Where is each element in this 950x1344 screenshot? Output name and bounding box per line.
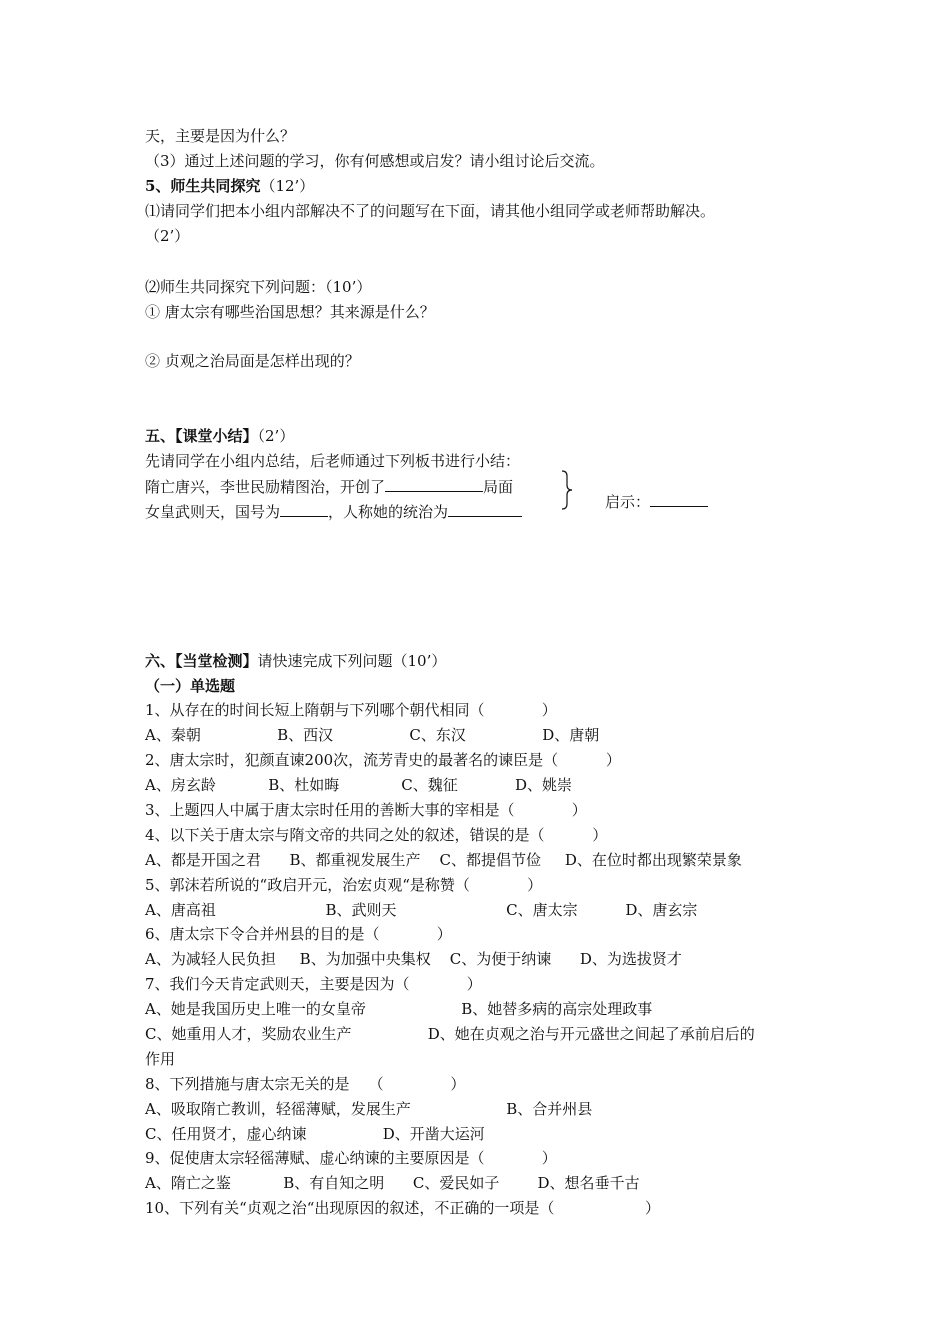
fill-blank[interactable] (650, 491, 708, 507)
section-5-title: 5、师生共同探究 (145, 177, 261, 195)
test-heading (145, 651, 446, 671)
question-7: 7、我们今天肯定武则天，主要是因为（ ） (145, 975, 482, 993)
summary-line-1-end: 局面 (483, 478, 514, 496)
question-2-options: A、房玄龄 B、杜如晦 C、魏征 D、姚崇 (145, 776, 573, 794)
question-8-options-ab: A、吸取隋亡教训，轻徭薄赋，发展生产 B、合并州县 (145, 1100, 593, 1118)
fill-blank[interactable] (280, 501, 328, 517)
summary-line-1 (145, 476, 513, 497)
right-brace-icon (560, 470, 574, 510)
section-5-score: （12’） (260, 177, 315, 195)
question-6-options: A、为减轻人民负担 B、为加强中央集权 C、为便于纳谏 D、为选拔贤才 (145, 950, 682, 968)
explore-item-1: ⑴请同学们把本小组内部解决不了的问题写在下面，请其他小组同学或老师帮助解决。 (145, 202, 716, 220)
explore-question-2: ② 贞观之治局面是怎样出现的？ (145, 352, 360, 370)
question-8: 8、下列措施与唐太宗无关的是 （ ） (145, 1075, 466, 1093)
question-4: 4、以下关于唐太宗与隋文帝的共同之处的叙述，错误的是（ ） (145, 826, 608, 844)
summary-line-2-text: 女皇武则天，国号为 (145, 503, 281, 521)
question-3: （3）通过上述问题的学习，你有何感想或启发？请小组讨论后交流。 (145, 152, 605, 170)
question-10: 10、下列有关“贞观之治“出现原因的叙述，不正确的一项是（ ） (145, 1199, 661, 1217)
question-5: 5、郭沫若所说的“政启开元，治宏贞观“是称赞（ ） (145, 876, 543, 894)
summary-score: （2’） (257, 427, 295, 445)
summary-intro: 先请同学在小组内总结，后老师通过下列板书进行小结： (145, 452, 521, 470)
question-8-options-cd: C、任用贤才，虚心纳谏 D、开凿大运河 (145, 1125, 485, 1143)
summary-hint-label: 启示： (605, 493, 651, 511)
explore-question-1: ① 唐太宗有哪些治国思想？其来源是什么？ (145, 303, 435, 321)
explore-item-1-score: （2’） (145, 227, 190, 245)
summary-line-1-text: 隋亡唐兴，李世民励精图治，开创了 (145, 478, 386, 496)
summary-hint (605, 491, 708, 512)
test-title-rest: 请快速完成下列问题（10’） (257, 652, 447, 670)
question-2: 2、唐太宗时，犯颜直谏200次，流芳青史的最著名的谏臣是（ ） (145, 751, 621, 769)
test-title: 六、【当堂检测】 (145, 652, 258, 670)
summary-line-2-mid: ，人称她的统治为 (328, 503, 449, 521)
summary-title: 五、【课堂小结】 (145, 427, 258, 445)
question-9-options: A、隋亡之鉴 B、有自知之明 C、爱民如子 D、想名垂千古 (145, 1174, 640, 1192)
question-7-options-cont: 作用 (145, 1050, 176, 1068)
section-5-heading (145, 176, 314, 196)
summary-line-2 (145, 501, 522, 522)
question-4-options: A、都是开国之君 B、都重视发展生产 C、都提倡节俭 D、在位时都出现繁荣景象 (145, 851, 742, 869)
question-6: 6、唐太宗下令合并州县的目的是（ ） (145, 925, 452, 943)
summary-heading (145, 426, 294, 446)
question-5-options: A、唐高祖 B、武则天 C、唐太宗 D、唐玄宗 (145, 901, 698, 919)
question-1: 1、从存在的时间长短上隋朝与下列哪个朝代相同（ ） (145, 701, 557, 719)
text-line: 天，主要是因为什么？ (145, 127, 296, 145)
fill-blank[interactable] (385, 476, 483, 492)
question-3: 3、上题四人中属于唐太宗时任用的善断大事的宰相是（ ） (145, 801, 587, 819)
question-1-options: A、秦朝 B、西汉 C、东汉 D、唐朝 (145, 726, 600, 744)
question-9: 9、促使唐太宗轻徭薄赋、虚心纳谏的主要原因是（ ） (145, 1149, 557, 1167)
fill-blank[interactable] (448, 501, 522, 517)
question-7-options-ab: A、她是我国历史上唯一的女皇帝 B、她替多病的高宗处理政事 (145, 1000, 653, 1018)
question-7-options-cd: C、她重用人才，奖励农业生产 D、她在贞观之治与开元盛世之间起了承前启后的 (145, 1025, 755, 1043)
explore-item-2: ⑵师生共同探究下列问题：（10’） (145, 278, 372, 296)
test-subheading: （一）单选题 (145, 677, 236, 695)
